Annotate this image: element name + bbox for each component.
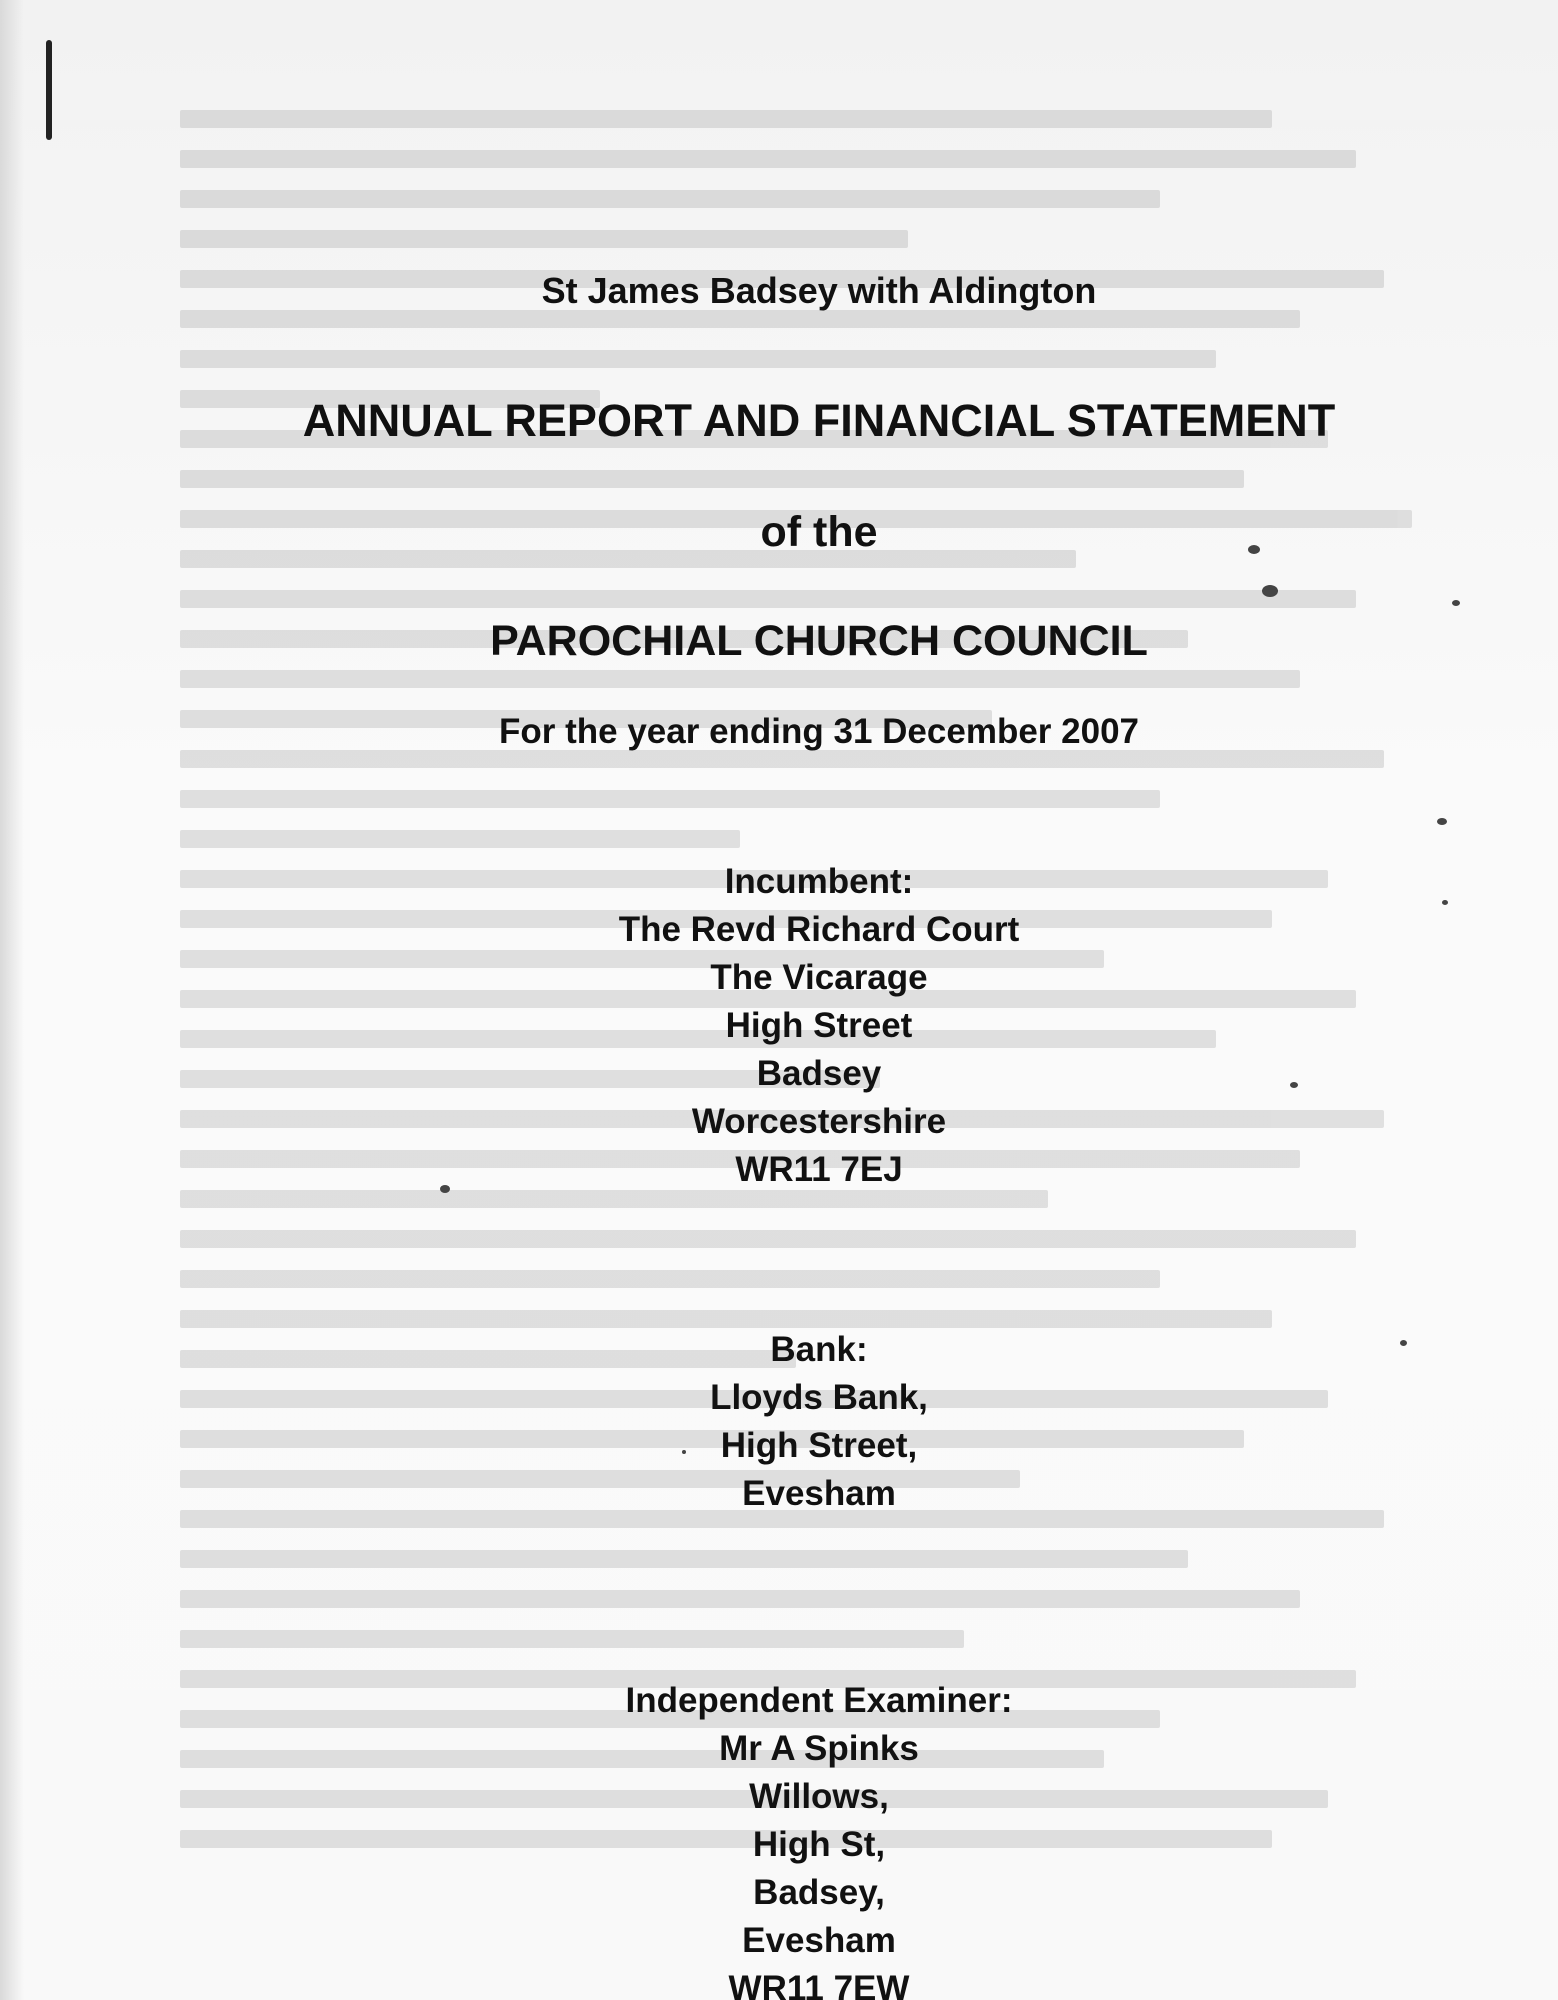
incumbent-line: High Street — [725, 1006, 913, 1045]
binder-hole-mark — [46, 40, 52, 140]
incumbent-line: Worcestershire — [691, 1102, 947, 1141]
reporting-period: For the year ending 31 December 2007 — [499, 712, 1139, 751]
examiner-block — [40, 1677, 1558, 2000]
incumbent-block — [40, 858, 1558, 1194]
examiner-line: Badsey, — [753, 1873, 885, 1912]
report-title: ANNUAL REPORT AND FINANCIAL STATEMENT — [302, 395, 1336, 446]
examiner-line: WR11 7EW — [728, 1969, 910, 2000]
bank-heading: Bank: — [770, 1330, 868, 1369]
incumbent-line: The Revd Richard Court — [618, 910, 1020, 949]
examiner-line: Mr A Spinks — [719, 1729, 919, 1768]
incumbent-line: The Vicarage — [710, 958, 928, 997]
bank-block — [40, 1326, 1558, 1518]
examiner-heading: Independent Examiner: — [625, 1681, 1013, 1720]
bank-line: High Street, — [720, 1426, 918, 1465]
examiner-line: High St, — [752, 1825, 886, 1864]
church-name: St James Badsey with Aldington — [541, 270, 1097, 311]
page-edge-shadow — [0, 0, 24, 2000]
examiner-line: Willows, — [749, 1777, 889, 1816]
of-the-connector: of the — [760, 508, 878, 556]
incumbent-line: Badsey — [756, 1054, 882, 1093]
incumbent-heading: Incumbent: — [724, 862, 914, 901]
council-name: PAROCHIAL CHURCH COUNCIL — [490, 617, 1148, 665]
bank-line: Evesham — [742, 1474, 896, 1513]
incumbent-line: WR11 7EJ — [735, 1150, 903, 1189]
bank-line: Lloyds Bank, — [710, 1378, 928, 1417]
examiner-line: Evesham — [742, 1921, 896, 1960]
